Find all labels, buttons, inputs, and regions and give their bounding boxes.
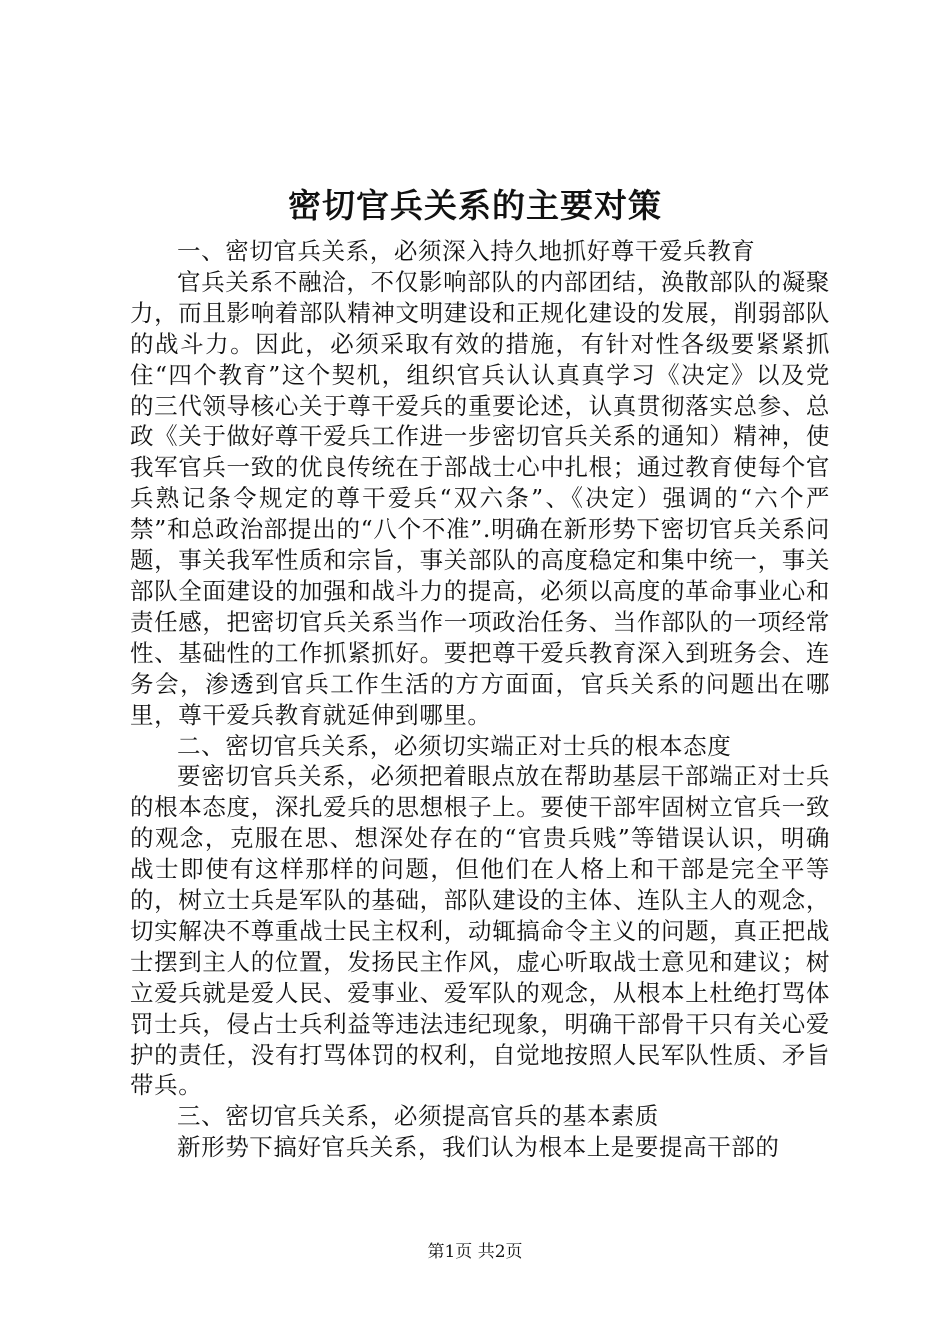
section-heading-3: 三、密切官兵关系，必须提高官兵的基本素质 [177,1102,659,1131]
paragraph-1: 官兵关系不融洽，不仅影响部队的内部团结，涣散部队的凝聚力，而且影响着部队精神文明建设和正规化建设的发展，削弱部队的战斗力。因此，必须采取有效的措施，有针对性各级要紧紧抓住“四个教育”这个契机，组织官兵认认真真学习《决定》以及党的三代领导核心关于尊干爱兵的重要论述，认真贯彻落实总参、总政《关于做好尊干爱兵工作进一步密切官兵关系的通知）精神，使我军官兵一致的优良传统在于部战士心中扎根；通过教育使每个官兵熟记条令规定的尊干爱兵“双六条”、《决定）强调的“六个严禁”和总政治部提出的“八个不准”.明确在新形势下密切官兵关系问题，事关我军性质和宗旨，事关部队的高度稳定和集中统一，事关部队全面建设的加强和战斗力的提高，必须以高度的革命事业心和责任感，把密切官兵关系当作一项政治任务、当作部队的一项经常性、基础性的工作抓紧抓好。要把尊干爱兵教育深入到班务会、连务会，渗透到官兵工作生活的方方面面，官兵关系的问题出在哪里，尊干爱兵教育就延伸到哪里。 [130,267,830,729]
paragraph-2: 要密切官兵关系，必须把着眼点放在帮助基层干部端正对士兵的根本态度，深扎爱兵的思想根子上。要使干部牢固树立官兵一致的观念，克服在思、想深处存在的“官贵兵贱”等错误认识，明确战士即使有这样那样的问题，但他们在人格上和干部是完全平等的，树立士兵是军队的基础，部队建设的主体、连队主人的观念，切实解决不尊重战士民主权利，动辄搞命令主义的问题，真正把战士摆到主人的位置，发扬民主作风，虚心听取战士意见和建议；树立爱兵就是爱人民、爱事业、爱军队的观念，从根本上杜绝打骂体罚士兵，侵占士兵利益等违法违纪现象，明确干部骨干只有关心爱护的责任，没有打骂体罚的权利，自觉地按照人民军队性质、矛旨带兵。 [130,762,830,1100]
paragraph-3: 新形势下搞好官兵关系，我们认为根本上是要提高干部的 [177,1133,780,1162]
page-number-footer: 第1页 共2页 [427,1242,523,1262]
document-body [130,236,830,1163]
document-title: 密切官兵关系的主要对策 [288,186,662,225]
section-heading-1: 一、密切官兵关系，必须深入持久地抓好尊干爱兵教育 [177,237,756,265]
section-heading-2: 二、密切官兵关系，必须切实端正对士兵的根本态度 [177,731,732,760]
